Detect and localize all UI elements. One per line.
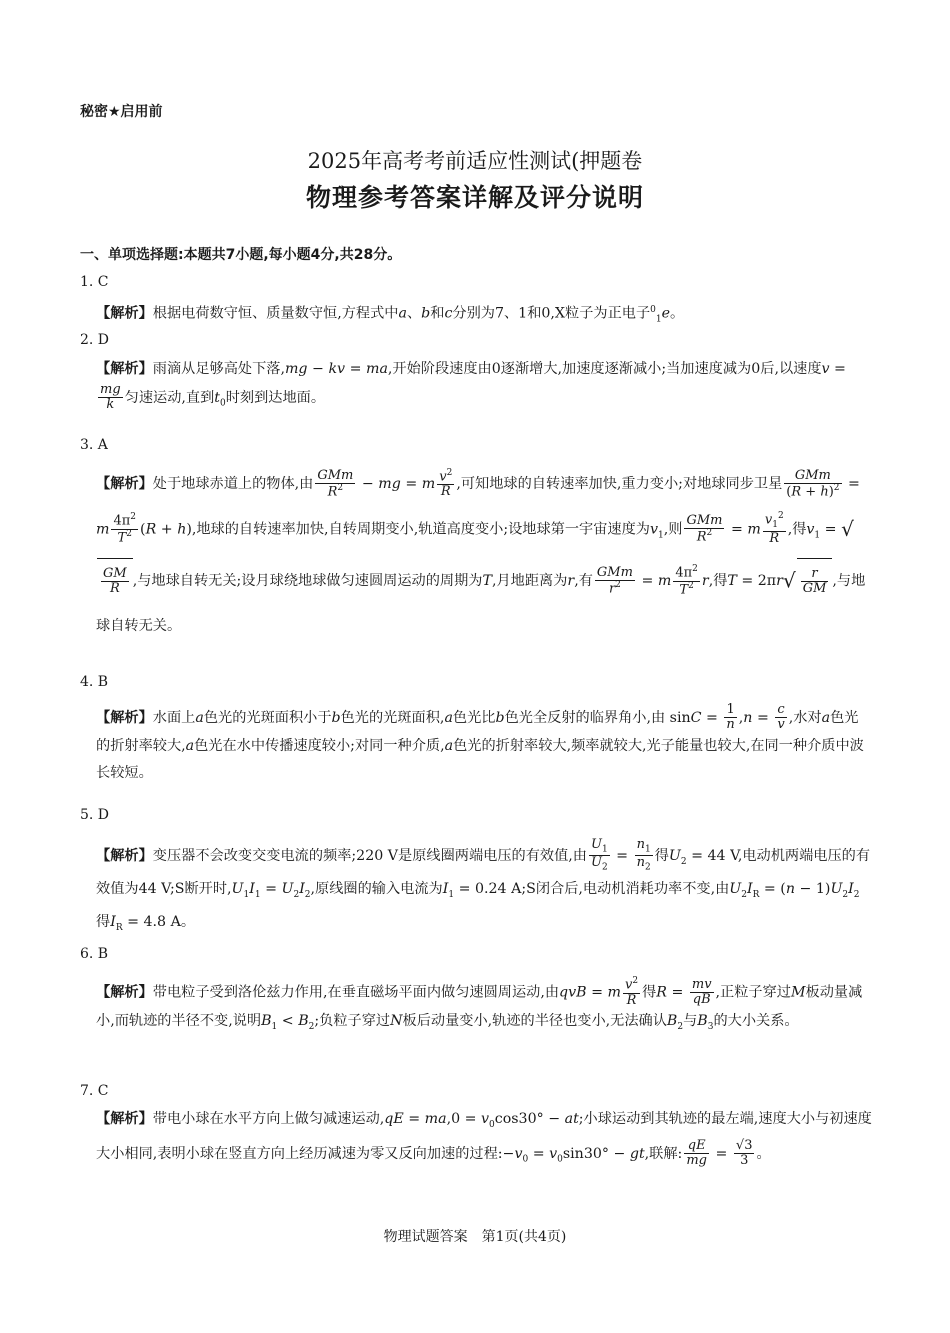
analysis-tag: 【解析】 [96,476,153,492]
analysis-tag: 【解析】 [96,1111,153,1127]
question-7-answer: 7. C [80,1083,109,1099]
question-2-explanation: 【解析】雨滴从足够高处下落,mg − kv = ma,开始阶段速度由0逐渐增大,加速度逐渐减小;当加速度减为0后,以速度v = $\frac{mg}{k}$ 匀速运动,直到$t_0$时刻到达地面。 [96,361,846,413]
confidential-label: 秘密★启用前 [80,104,163,120]
question-1-answer: 1. C [80,274,109,290]
question-5-answer: 5. D [80,807,110,823]
question-5-explanation: 【解析】变压器不会改变交变电流的频率;220 V是原线圈两端电压的有效值,由 $\frac{U_1}{U_2}$ = $\frac{n_1}{n_2}$ 得$U_2 = 44$ V,电动机两端电压的有效值为44 V;S断开时$,U_1I_1 = U_2I_2$,原线圈的输入电流为$I_1 = 0.24$ A;S闭合后,电动机消耗功率不变,由$U_2I_R = (n - 1)U_2I_2$得$I_R = 4.8$ A。 [96,837,871,933]
exam-title: 2025年高考考前适应性测试(押题卷 [307,149,643,173]
question-7-explanation: 【解析】带电小球在水平方向上做匀减速运动$,qE = ma,0 = v_0\cos 30^\circ$ − at;小球运动到其轨迹的最左端,速度大小与初速度大小相同,表明小球在竖直方向上经历减速为零又反向加速的过程$:-v_0 = v_0\sin 30^\circ$ − gt,联解: $\frac{qE}{mg}$ = $\frac{√3}{3}$ 。 [96,1111,872,1169]
analysis-tag: 【解析】 [96,361,153,377]
question-3-answer: 3. A [80,437,108,453]
question-3-explanation: 【解析】处于地球赤道上的物体,由 $\frac{\text{GMm}}{R^2}$ − mg = m $\frac{v^2}{R}$ ,可知地球的自转速率加快,重力变小;对地球同步卫星 $\frac{\text{GMm}}{(R + h)^2}$ = m $\frac{4\pi^2}{T^2}$ (R + h),地球的自转速率加快,自转周期变小,轨道高度变小;设地球第一宇宙速度为$v_1$,则 $\frac{\text{GMm}}{R^2}$ = m $\frac{v_1^2}{R}$ ,得$v_1$ = √ $\frac{GM}{R}$ ,与地球自转无关;设月球绕地球做匀速圆周运动的周期为T,月地距离为r,有 $\frac{\text{GMm}}{r^2}$ = m $\frac{4\pi^2}{T^2}$ r,得T = 2πr√ $\frac{r}{GM}$ ,与地球自转无关。 [96,467,866,635]
document-title: 物理参考答案详解及评分说明 [305,183,644,212]
question-1-explanation: 【解析】根据电荷数守恒、质量数守恒,方程式中a、b和c分别为7、1和0,X粒子为正电子$^0_1$e。 [96,305,685,325]
analysis-tag: 【解析】 [96,847,153,864]
page-footer: 物理试题答案 第1页(共4页) [383,1229,567,1245]
question-6-answer: 6. B [80,946,109,962]
analysis-tag: 【解析】 [96,305,153,322]
question-4-answer: 4. B [80,674,109,690]
question-4-explanation: 【解析】水面上a色光的光斑面积小于b色光的光斑面积,a色光比b色光全反射的临界角小,由 sinC = $\frac{1}{n}$ ,n = $\frac{c}{v}$ ,水对a色光的折射率较大,a色光在水中传播速度较小;对同一种介质,a色光的折射率较大,频率就较大,光子能量也较大,在同一种介质中波长较短。 [96,702,864,781]
question-6-explanation: 【解析】带电粒子受到洛伦兹力作用,在垂直磁场平面内做匀速圆周运动,由qvB = m $\frac{v^2}{R}$ 得R = $\frac{mv}{qB}$ ,正粒子穿过M板动量减小,而轨迹的半径不变,说明$B_1 < B_2$;负粒子穿过N板后动量变小,轨迹的半径也变小,无法确认$B_2$与$B_3$的大小关系。 [96,976,863,1032]
question-2-answer: 2. D [80,332,110,348]
section-heading: 一、单项选择题:本题共7小题,每小题4分,共28分。 [80,247,402,263]
analysis-tag: 【解析】 [96,709,153,726]
analysis-tag: 【解析】 [96,984,153,1001]
